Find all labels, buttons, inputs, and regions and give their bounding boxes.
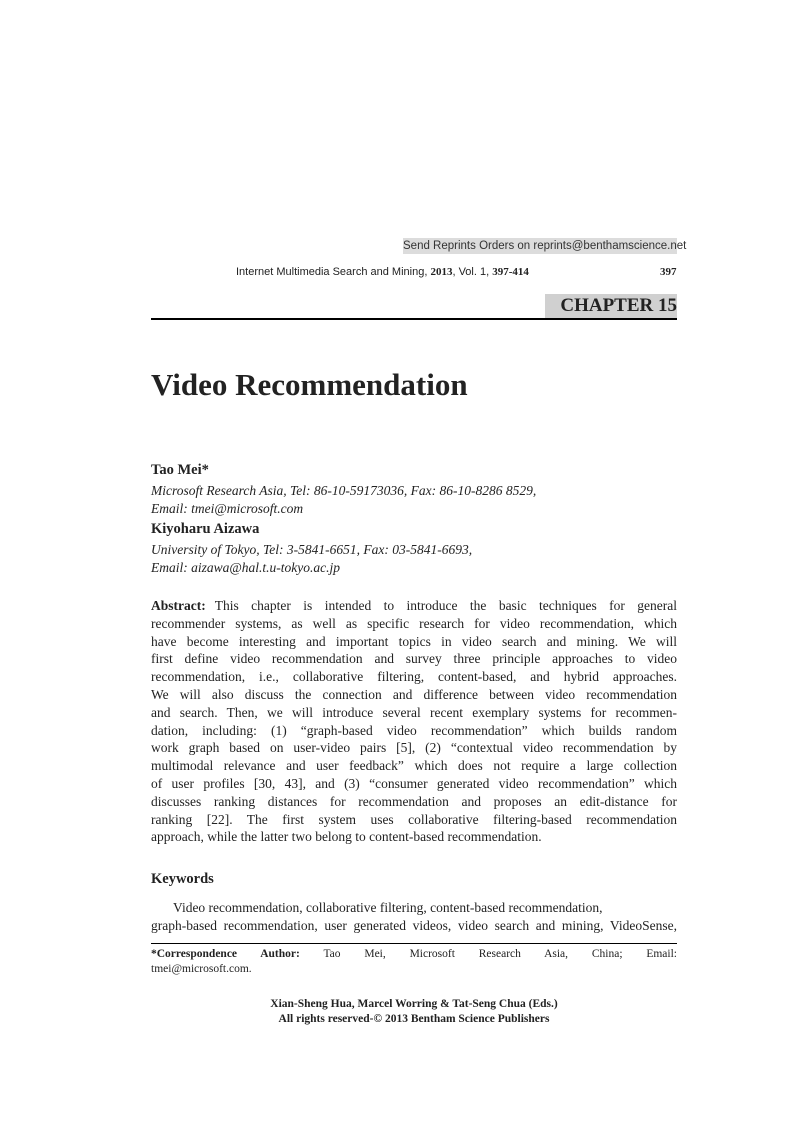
editors-line: Xian-Sheng Hua, Marcel Worring & Tat-Seng Chua (Eds.) xyxy=(270,998,558,1010)
abstract-line: approach, while the latter two belong to content-based recommendation. xyxy=(151,829,542,845)
footnote-email: tmei@microsoft.com. xyxy=(151,963,252,975)
abstract xyxy=(151,597,677,846)
page-number: 397 xyxy=(660,266,677,278)
keywords-text xyxy=(151,899,677,935)
abstract-line: multimodal relevance and user feedback” which does not require a large collection xyxy=(151,758,677,774)
book-credits xyxy=(151,997,677,1027)
abstract-line: dation, including: (1) “graph-based video recommendation” which builds random xyxy=(151,722,677,738)
keywords-heading: Keywords xyxy=(151,871,214,887)
chapter-title: Video Recommendation xyxy=(151,367,468,402)
keywords-line: graph-based recommendation, user generated videos, video search and mining, VideoSense, xyxy=(151,918,677,933)
author-affiliation: University of Tokyo, Tel: 3-5841-6651, Fax: 03-5841-6693, xyxy=(151,542,473,557)
abstract-line: work graph based on user-video pairs [5], (2) “contextual video recommendation by xyxy=(151,740,677,756)
header-rule xyxy=(151,318,677,320)
author-name: Kiyoharu Aizawa xyxy=(151,521,260,537)
footnote-label: *Correspondence Author: xyxy=(151,948,300,960)
abstract-line: of user profiles [30, 43], and (3) “consumer generated video recommendation” which xyxy=(151,775,677,791)
abstract-line: and search. Then, we will introduce several recent exemplary systems for recommen- xyxy=(151,704,677,720)
keywords-line: Video recommendation, collaborative filtering, content-based recommendation, xyxy=(173,900,603,915)
abstract-line: recommender systems, as well as specific research for video recommendation, which xyxy=(151,615,677,631)
abstract-line: recommendation, i.e., collaborative filtering, content-based, and hybrid approaches. xyxy=(151,669,677,685)
book-volume: , Vol. 1, xyxy=(452,266,490,278)
rights-line: All rights reserved-© 2013 Bentham Science Publishers xyxy=(278,1013,550,1025)
page-range: 397-414 xyxy=(492,266,529,278)
correspondence-footnote xyxy=(151,947,677,977)
author-name: Tao Mei* xyxy=(151,462,209,478)
abstract-line: Abstract: This chapter is intended to introduce the basic techniques for general xyxy=(151,598,677,613)
chapter-label: CHAPTER 15 xyxy=(545,294,677,318)
abstract-line: have become interesting and important topics in video search and mining. We will xyxy=(151,633,677,649)
author-email: Email: aizawa@hal.t.u-tokyo.ac.jp xyxy=(151,560,341,575)
author-email: Email: tmei@microsoft.com xyxy=(151,501,304,516)
author-affiliation: Microsoft Research Asia, Tel: 86-10-59173036, Fax: 86-10-8286 8529, xyxy=(151,483,537,498)
abstract-line: first define video recommendation and survey three principle approaches to video xyxy=(151,651,677,667)
book-title: Internet Multimedia Search and Mining, xyxy=(236,266,428,278)
running-header xyxy=(236,266,529,278)
abstract-line: ranking [22]. The first system uses collaborative filtering-based recommendation xyxy=(151,811,677,827)
footnote-rule xyxy=(151,943,677,944)
abstract-label: Abstract: xyxy=(151,598,206,613)
book-year: 2013 xyxy=(430,266,453,278)
footnote-line: *Correspondence Author: Tao Mei, Microsoft Research Asia, China; Email: xyxy=(151,948,677,960)
abstract-line: discusses ranking distances for recommendation and proposes an edit-distance for xyxy=(151,793,677,809)
reprints-notice: Send Reprints Orders on reprints@benthamscience.net xyxy=(403,240,687,252)
abstract-line: We will also discuss the connection and difference between video recommendation xyxy=(151,686,677,702)
